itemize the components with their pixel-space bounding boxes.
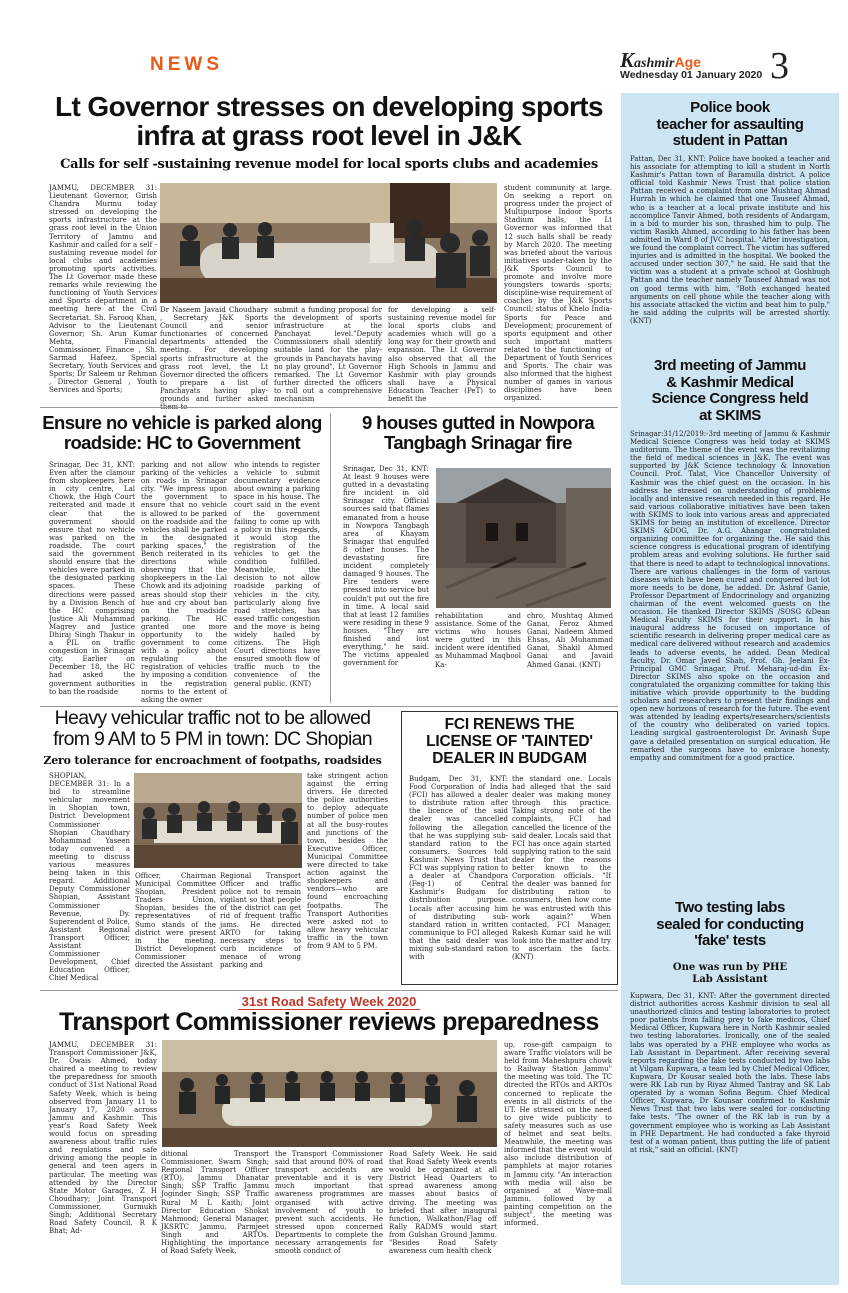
road-safety-text-col-2: ditional Transport Commissioner, Swarn Singh; Regional Transport Officer (RTO), Jammu Dhanatar Singh; SSP Traffic Jammu Joginder Singh; SSP Traffic Rural M L Kaith; Joint Director Education Shokat Mahmood; General Manager, JKSRTC Jammu, Parmjeet Singh and ARTOs. Highlighting the importance of Road Safety Week,: [161, 1150, 269, 1256]
lead-headline: Lt Governor stresses on developing sports infra at grass root level in J&K: [55, 91, 603, 151]
shopian-text-col-3: Regional Transport Officer and traffic police not to remain vigilant so that people of the district can get rid of frequent traffic jams. He directed ARTO for taking necessary steps to curb incidence of menace of wrong parking and: [220, 872, 301, 970]
shopian-text-col-4: take stringent action against the erring drivers. He directed the police authorities to deploy adequate number of police men at all the busy-routes and junctions of the town, besides the Executive Officer, Municipal Committee were directed to take action against the shopkeepers and vendors—who are found encroaching footpaths. The Transport Authorities were asked not to allow heavy vehicular traffic in the town from 9 AM to 5 PM.: [307, 772, 388, 950]
road-safety-meeting-photo: [162, 1040, 497, 1147]
parking-text-col-2: parking and not allow parking of the vehicles on roads in Srinagar city. "We impress upon the government to ensure that no vehicle is allowed to be parked on the roadside and the vehicles shall be parked in the designated parking spaces," the Bench reiterated in its directions while observing that the shopkeepers in the Lal Chowk and its adjoining areas should stop their hue and cry about ban on the roadside parking. The HC granted one more opportunity to the government to come with a policy about regulating the registration of vehicles by imposing a condition in the registration norms to the extent of asking the owner: [141, 461, 227, 704]
page-number: 3: [770, 45, 789, 87]
lead-text-col-2: Dr Naseem Javaid Choudhary , Secretary J&K Sports Council and senior functionaries of concerned departments attended the meeting. For developing sports infrastructure at the grass root level, the Lt Governor directed the officers to prepare a list of Panchayats having play-grounds and further asked: [160, 306, 268, 404]
issue-date: Wednesday 01 January 2020: [620, 69, 763, 81]
fci-text-col-1: Budgam, Dec 31, KNT: Food Corporation of India (FCI) has allowed a dealer to distribute ration after the licence of the said dealer was cancelled following the allegation that he was supplying sub-standard ration to the consumers. Sources told Kashmir News Trust that FCI was supplying ration to a dealer at Chandpora (Feg-1) of Central Kashmir's Budgam for distribution purpose. Locals after accusing him of distributing sub-standard ration in written communique to FCI alleged that the said dealer was mixing sub-standard ration with: [409, 775, 508, 962]
parking-text-col-1: Srinagar, Dec 31, KNT: Even after the clamour from shopkeepers here in city centre, Lal Chowk, the High Court reiterated and made it clear that the government should ensure that no vehicle was parked on the roadside. The court said the government should ensure that the vehicles were parked in the designated parking spaces. These directions were passed by a Division Bench of the HC comprising Justice Ali Muhammad Magrey and Justice Dhiraj Singh Thakur in a PIL on traffic congestion in Srinagar city. Earlier on December 18, the HC had asked the government authorities to ban the roadside: [49, 461, 135, 696]
section-label: NEWS: [150, 54, 223, 75]
labs-story-text: Kupwara, Dec 31, KNT: After the government directed district authorities across Kashmir division to seal all unauthorized clinics and testing laboratories to protect poor patients from falling prey to fake medicos, Chief Medical Officer, Kupwara here in North Kashmir sealed two testing laboratories. Ironically, one of the sealed labs was operated by a PHE employee who works as Lab Assistant in Department. After receiving several reports regarding the fake tests conducted by two labs at Vilgam Kupwara, a team led by Chief Medical Officer, Kupwara, Dr Kousar sealed both the labs. These labs were RK Lab run by Riyaz Ahmed Tantray and SK Lab operated by a woman Sofina Begum. Chief Medical Officer, Kupwara, Dr Kounsar confirmed to Kashmir News Trust that two labs were sealed for conducting fake tests. "The owner of the RK lab is run by a government employee who is working as Lab Assistant in PHE Department. He had conducted a fake thyroid test of a woman patient, thus putting the life of patient at risk," said an official. (KNT): [630, 992, 830, 1154]
road-safety-text-col-5: up, rose-gift campaign to aware Traffic violators will be held from Maheshpura chowk to Railway Station Jammu" the meeting was told. The TC directed the RTOs and ARTOs concerned to replicate the events in all districts of the UT. He stressed on the need to give wide publicity to safety measures such as use of helmet and seat belts. Meanwhile, the meeting was informed that the event would also include distribution of pamphlets at major rotaries in Jammu city. "An interaction with media will also be organised at Wave-mall Jammu, followed by a painting competition on the subject", the meeting was informed.: [504, 1041, 612, 1228]
police-story-text: Pattan, Dec 31, KNT: Police have booked a teacher and his associate for attempting to kill a student in North Kashmir's Pattan town of Baramulla district. A police official told Kashmir News Trust that police station Pattan received a complaint from one Mushtaq Ahmad Hurrah in which he claimed that one Tauseef Ahmad, who is a teacher at a local private institute and his accomplice Tanvir Ahmed, both residents of Andargam, in a bid to murder his son, thrashed him to pulp. The victim Rasikh Ahmed, according to his father has been admitted in Ward 8 of JVC hospital. "After investigation, we found the complaint correct. The victim has suffered injuries and is admitted in the hospital. We booked the accused under section 307," he said. He said that the victim was a student at a private school at Goshbugh Pattan and the teacher namely Tauseef Ahmad was not on good terms with him. "Both exchanged heated arguments on cell phone while the teacher along with his associate attacked the victim and beat him to pulp," he said adding the culprits will be arrested shortly. (KNT): [630, 155, 830, 325]
road-safety-headline: Transport Commissioner reviews preparedness: [59, 1008, 599, 1036]
masthead-logo: KashmirAge: [620, 48, 701, 72]
road-safety-text-col-1: JAMMU, DECEMBER 31: Transport Commissioner J&K, Dr. Owais Ahmed, today chaired a meeting to review the preparedness for smooth conduct of 31st National Road Safety Week, which is being observed from January 11 to January 17, 2020 across Jammu and Kashmir. This year's Road Safety Week would focus on spreading awareness about traffic rules and regulations and safe driving among the people in general and teen agers in particular. The meeting was attended by the Director State Motor Garages, Z H Choudhary; Joint Transport Commissioner, Gurmukh Singh; Additional Secretary Road Safety Council, R K Bhat; Ad-: [49, 1041, 158, 1236]
parking-headline: Ensure no vehicle is parked along roadside: HC to Government: [42, 412, 322, 453]
lead-subhead: Calls for self -sustaining revenue model for local sports clubs and academies: [60, 157, 598, 172]
parking-text-col-3: who intends to register a vehicle to submit documentary evidence about owning a parking space in his house. The court said in the event of the government failing to come up with a policy in this regards, it would stop the registration of the vehicles to get the condition fulfilled. Meanwhile, the decision to not allow roadside parking of vehicles in the city, particularly along five road stretches, has eased traffic congestion and the move is being widely hailed by citizens. The High Court directions have ensured smooth flow of traffic much to the convenience of the general public. (KNT): [234, 461, 320, 688]
road-safety-text-col-4: Road Safety Week. He said that Road Safety Week events would be organized at all District Head Quarters to spread awareness among masses about basics of driving. The meeting was briefed that after inaugural function, Walkathon/Flag off Rally RADMS would start from Gulshan Ground Jammu. "Besides Road Safety awareness cum health check: [389, 1150, 497, 1256]
fire-headline: 9 houses gutted in Nowpora Tangbagh Srinagar fire: [361, 412, 595, 453]
lead-text-col-4: for developing a self-sustaining revenue model for local sports clubs and academies which will go a long way for their growth and expansion. The Lt Governor also observed that all the High Schools in Jammu and Kashmir with play grounds shall have a Physical Education Teacher (PeT) to benefit the: [388, 306, 496, 404]
shopian-text-col-2: Officer, Chairman Municipal Committee Shopian, President Traders Union, Shopian, besides the representatives of Sumo stands of the district were present in the meeting. District Development Commissioner directed the Assistant: [135, 872, 216, 970]
fire-text-col-2: rehabilitation and assistance. Some of the victims who houses were gutted in this incident were identified as Muhammad Maqbool Ka-: [435, 612, 521, 669]
labs-subhead: One was run by PHE Lab Assistant: [672, 962, 788, 985]
lead-text-col-3: submit a funding proposal for the development of sports infrastructure at the Panchayat level."Deputy Commissioners shall identify suitable land for the play-grounds in Panchayats having no play ground", Lt Governor remarked. The Lt Governor further directed the officers to roll out a comprehensive mechanism: [274, 306, 382, 404]
lead-meeting-photo: [160, 183, 497, 303]
fci-text-col-2: the standard one. Locals had alleged that the said dealer was making money through this practice. Taking strong note of the complaints, FCI had cancelled the licence of the said dealer. Locals said that FCI has once again started supplying ration to the said dealer for the reasons better known to the Corporation officials. "If the dealer was banned for distributing ration to consumers, then how come he was entrusted with this work again?" When contacted, FCI Manager, Rakesh Kumar said he will look into the matter and try to ascertain the facts. (KNT): [512, 775, 611, 962]
shopian-headline: Heavy vehicular traffic not to be allowed from 9 AM to 5 PM in town: DC Shopian: [53, 707, 372, 750]
shopian-subhead: Zero tolerance for encroachment of footpaths, roadsides: [43, 754, 382, 767]
fire-text-col-3: chro, Mushtaq Ahmed Ganai, Feroz Ahmed Ganai, Nadeem Ahmed Ehsas, Ali Muhammad Ganai, Shakil Ahmed Ganai and Javaid Ahmed Ganai. (KNT): [527, 612, 613, 669]
fire-damage-photo: [436, 468, 611, 608]
police-headline: Police book teacher for assaulting student in Pattan: [656, 99, 804, 149]
skims-story-text: Srinagar:31/12/2019:-3rd meeting of Jammu & Kashmir Medical Science Congress was held today at SKIMS auditorium. The theme of the event was the revitalizing the field of medical sciences in J&K. The event was supported by J&K Science technology & Innovation Council. Prof. Talat, Vice Chancellor University of Kashmir was the chief guest on the occasion. In his address he stressed on understanding of problems locally and intensive research needed in this regard. He said various collaborative initiatives have been taken with SKIMS to look into various areas and appreciated SKIMS for being an institution of excellence. Director SKIMS &DOG, Dr. A.G. Ahangar congratulated organizing committee for organizing the. He said this science congress is educational program of identifying problem areas and evolving solutions. He further said that there is need to adapt to technological innovations. There are various challenges in the form of various diseases which have been cured and conquered but lot more needs to be done, he added. Dr. Ashraf Ganie, Professor Department of Endocrinology and organizing chairman of the event welcomed guests on the occasion. He thanked Director SKIMS /SOSG &Dean Medical Faculty SKIMS for their support. In his inaugural address he focused on importance of scientific research in delivering proper medical care as medical care delivered without research and academics leads to adverse events, he added. Dean Medical faculty, Dr. Omar Javed Shah, Prof. Gh. Jeelani Ex-Principal GMC Srinagar, Prof. Meharaj-ud-din Ex-Director SKIMS also spoke on the occasion and congratulated the organizing committee for taking this initiative which provide opportunity to the budding scholars and researchers to present their findings and open new horizons of research for the future. The event was attended by leading experts/researchers/scientists of the country who deliberated on varied topics. Leading surgical gastroenterologist Dr. Avinash Supe gave a detailed presentation on surgical education. He remarked the surgeons have to embrace honesty, empathy and commitment for a good practice.: [630, 430, 830, 762]
road-safety-kicker: 31st Road Safety Week 2020: [238, 994, 421, 1010]
lead-text-col-1: JAMMU, DECEMBER 31: Lieutenant Governor, Girish Chandra Murmu today stressed on developing the sports infrastructure at the grass root level in the Union Territory of Jammu and Kashmir and called for a self -sustaining revenue model for local clubs and academies promoting sports activities. The Lt Governor made these remarks while reviewing the functioning of Youth Services and Sports department in a meeting here at the Civil Secretariat. Sh. Farooq Khan, Advisor to the Lieutenant Governor; Sh. Arun Kumar Mehta, Financial Commissioner, Finance , Sh. Sarmad Hafeez, Special Secretary, Youth Services and Sports; Dr Saleem ur Rehman , Director General , Youth Services and Sports;: [49, 184, 157, 395]
skims-headline: 3rd meeting of Jammu & Kashmir Medical Science Congress held at SKIMS: [651, 357, 809, 424]
road-safety-text-col-3: the Transport Commissioner said that around 80% of road transport accidents are preventable and it is very much important that awareness programmes are organised with active involvement of youth to prevent such accidents. He stressed upon concerned Departments to complete the necessary arrangements for smooth conduct of: [275, 1150, 383, 1256]
fire-text-col-1: Srinagar, Dec 31, KNT: At least 9 houses were gutted in a devastating fire incident in old Srinagar city. Official sources said that flames emanated from a house in Nowpora Tangbagh area of Khayam Srinagar that engulfed 8 other houses. The devastating fire incident completely damaged 9 houses. The Fire tenders were pressed into service but couldn't put out the fire in time. A local said that at least 12 families were residing in these 9 houses. "They are finished and lost everything," he said. The victims appealed government for: [343, 465, 429, 668]
labs-headline: Two testing labs sealed for conducting 'fake' tests: [656, 899, 804, 949]
shopian-meeting-photo: [134, 773, 302, 868]
fci-headline: FCI RENEWS THE LICENSE OF 'TAINTED' DEALER IN BUDGAM: [426, 716, 593, 767]
lead-text-col-5: student community at large. On seeking a report on progress under the project of Multipurpose Indoor Sports Stadium halls, the Lt Governor was informed that 12 such halls shall be ready by March 2020. The meeting was briefed about the various initiatives under-taken by the J&K Sports Council to promote and involve more youngsters towards sports; discipline-wise requirement of coaches by the J&K Sports Council; status of Khelo India- Sports for Peace and Development; procurement of sports equipment and other such important matters related to the functioning of Department of Youth Services and Sports. The chair was also informed that the highest number of games in various disciplines have been organized.: [504, 184, 612, 403]
shopian-text-col-1: SHOPIAN, DECEMBER 31: In a bid to streamline vehicular movement in Shopian town, District Development Commissioner Shopian Chaudhary Mohammad Yaseen today convened a meeting to discuss various measures being taken in this regard. Additional Deputy Commissioner Shopian, Assistant Commissioner Revenue, Dy. Superendent of Police, Assistant Regional Transport Officer, Assistant Commissioner Development, Chief Education Officer, Chief Medical: [49, 772, 130, 983]
